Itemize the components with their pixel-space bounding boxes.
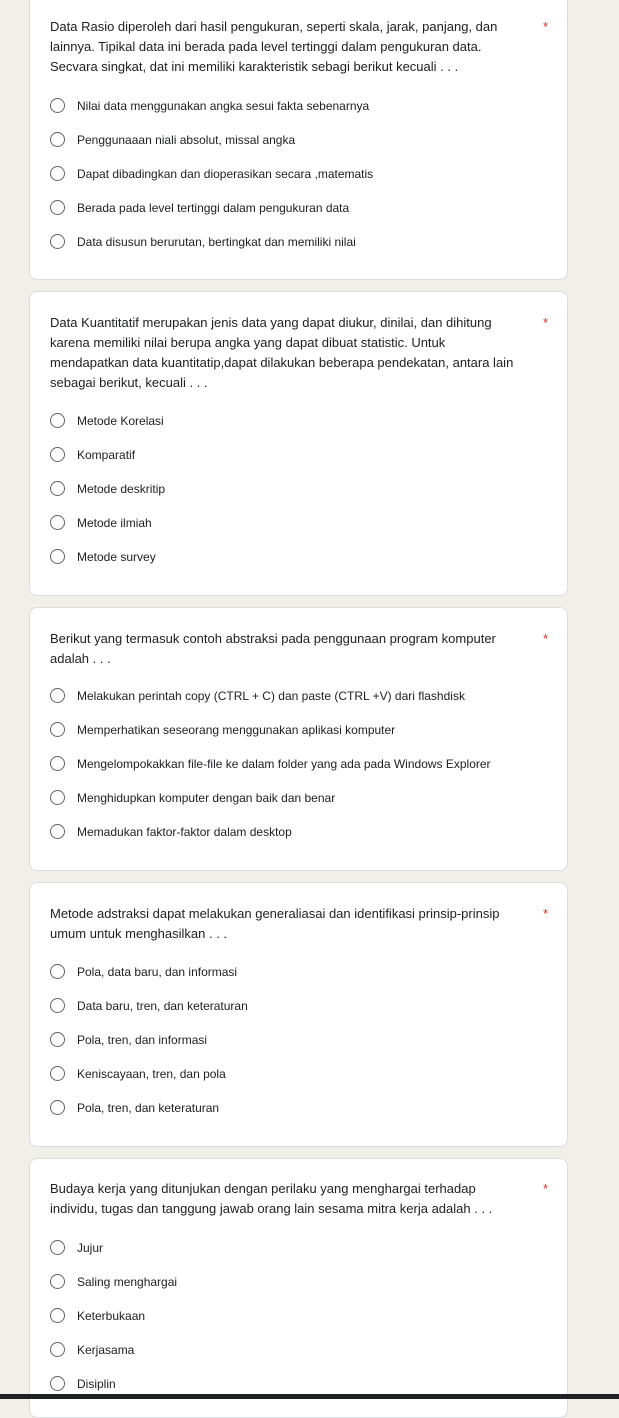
answer-option[interactable] [50, 1100, 557, 1134]
option-label: Komparatif [77, 448, 136, 462]
radio-button[interactable] [50, 1274, 65, 1289]
radio-button[interactable] [50, 722, 65, 737]
answer-option[interactable] [50, 549, 557, 583]
radio-button[interactable] [50, 481, 65, 496]
question-text: Berikut yang termasuk contoh abstraksi pada penggunaan program komputer adalah . . . [50, 631, 496, 666]
question-card-1 [29, 0, 568, 280]
radio-button[interactable] [50, 132, 65, 147]
answer-option[interactable] [50, 964, 557, 998]
radio-button[interactable] [50, 1100, 65, 1115]
answer-option[interactable] [50, 132, 557, 166]
option-label: Metode ilmiah [77, 516, 152, 530]
option-label: Mengelompokakkan file-file ke dalam folder yang ada pada Windows Explorer [77, 757, 491, 771]
radio-button[interactable] [50, 1240, 65, 1255]
option-label: Jujur [77, 1241, 104, 1255]
radio-button[interactable] [50, 98, 65, 113]
answer-option[interactable] [50, 413, 557, 447]
question-text: Data Rasio diperoleh dari hasil pengukuran, seperti skala, jarak, panjang, dan lainnya. Tipikal data ini berada pada level tertinggi dalam pengukuran data. Secvara singkat, dat ini memiliki karakteristik sebagi berikut kecuali . . . [50, 19, 498, 74]
required-asterisk: * [542, 906, 548, 921]
option-label: Pola, tren, dan informasi [77, 1033, 208, 1047]
option-label: Memperhatikan seseorang menggunakan aplikasi komputer [77, 723, 396, 737]
option-label: Keniscayaan, tren, dan pola [77, 1067, 226, 1081]
option-label: Pola, data baru, dan informasi [77, 965, 238, 979]
option-label: Disiplin [77, 1377, 116, 1391]
option-label: Nilai data menggunakan angka sesui fakta sebenarnya [77, 99, 370, 113]
answer-option[interactable] [50, 1066, 557, 1100]
option-label: Berada pada level tertinggi dalam pengukuran data [77, 201, 350, 215]
radio-button[interactable] [50, 998, 65, 1013]
bottom-edge-bar [0, 1394, 619, 1399]
radio-button[interactable] [50, 413, 65, 428]
radio-button[interactable] [50, 824, 65, 839]
answer-options [50, 688, 557, 858]
option-label: Data disusun berurutan, bertingkat dan memiliki nilai [77, 235, 356, 249]
radio-button[interactable] [50, 515, 65, 530]
radio-button[interactable] [50, 688, 65, 703]
option-label: Penggunaaan niali absolut, missal angka [77, 133, 296, 147]
radio-button[interactable] [50, 549, 65, 564]
answer-option[interactable] [50, 756, 557, 790]
radio-button[interactable] [50, 234, 65, 249]
radio-button[interactable] [50, 1342, 65, 1357]
option-label: Memadukan faktor-faktor dalam desktop [77, 825, 292, 839]
option-label: Menghidupkan komputer dengan baik dan benar [77, 791, 336, 805]
answer-option[interactable] [50, 166, 557, 200]
question-card-4 [29, 882, 568, 1147]
answer-option[interactable] [50, 1274, 557, 1308]
answer-options [50, 98, 557, 268]
answer-option[interactable] [50, 1342, 557, 1376]
radio-button[interactable] [50, 200, 65, 215]
radio-button[interactable] [50, 1376, 65, 1391]
required-asterisk: * [542, 19, 548, 34]
option-label: Saling menghargai [77, 1275, 178, 1289]
answer-option[interactable] [50, 1376, 557, 1410]
required-asterisk: * [542, 315, 548, 330]
answer-option[interactable] [50, 998, 557, 1032]
radio-button[interactable] [50, 790, 65, 805]
answer-option[interactable] [50, 1240, 557, 1274]
radio-button[interactable] [50, 447, 65, 462]
answer-option[interactable] [50, 200, 557, 234]
option-label: Melakukan perintah copy (CTRL + C) dan paste (CTRL +V) dari flashdisk [77, 689, 465, 703]
radio-button[interactable] [50, 1032, 65, 1047]
answer-option[interactable] [50, 234, 557, 268]
required-asterisk: * [542, 1181, 548, 1196]
answer-option[interactable] [50, 1032, 557, 1066]
radio-button[interactable] [50, 756, 65, 771]
question-text: Metode adstraksi dapat melakukan generaliasai dan identifikasi prinsip-prinsip umum untuk menghasilkan . . . [50, 906, 500, 941]
option-label: Pola, tren, dan keteraturan [77, 1101, 220, 1115]
radio-button[interactable] [50, 166, 65, 181]
question-card-2 [29, 291, 568, 596]
answer-options [50, 413, 557, 583]
question-card-3 [29, 607, 568, 871]
option-label: Metode deskritip [77, 482, 166, 496]
question-text: Budaya kerja yang ditunjukan dengan perilaku yang menghargai terhadap individu, tugas dan tanggung jawab orang lain sesama mitra kerja adalah . . . [50, 1181, 493, 1216]
question-card-5 [29, 1158, 568, 1418]
radio-button[interactable] [50, 964, 65, 979]
option-label: Keterbukaan [77, 1309, 146, 1323]
option-label: Dapat dibadingkan dan dioperasikan secara ,matematis [77, 167, 374, 181]
option-label: Data baru, tren, dan keteraturan [77, 999, 248, 1013]
answer-option[interactable] [50, 824, 557, 858]
answer-option[interactable] [50, 688, 557, 722]
option-label: Kerjasama [77, 1343, 135, 1357]
answer-options [50, 1240, 557, 1410]
answer-option[interactable] [50, 1308, 557, 1342]
answer-option[interactable] [50, 98, 557, 132]
question-text: Data Kuantitatif merupakan jenis data yang dapat diukur, dinilai, dan dihitung karena memiliki nilai berupa angka yang dapat dibuat statistic. Untuk mendapatkan data kuantitatip,dapat dilakukan beberapa pendekatan, antara lain sebagai berikut, kecuali . . . [50, 315, 514, 390]
radio-button[interactable] [50, 1066, 65, 1081]
option-label: Metode survey [77, 550, 156, 564]
required-asterisk: * [542, 631, 548, 646]
answer-options [50, 964, 557, 1134]
option-label: Metode Korelasi [77, 414, 164, 428]
answer-option[interactable] [50, 447, 557, 481]
answer-option[interactable] [50, 722, 557, 756]
answer-option[interactable] [50, 515, 557, 549]
answer-option[interactable] [50, 790, 557, 824]
radio-button[interactable] [50, 1308, 65, 1323]
answer-option[interactable] [50, 481, 557, 515]
